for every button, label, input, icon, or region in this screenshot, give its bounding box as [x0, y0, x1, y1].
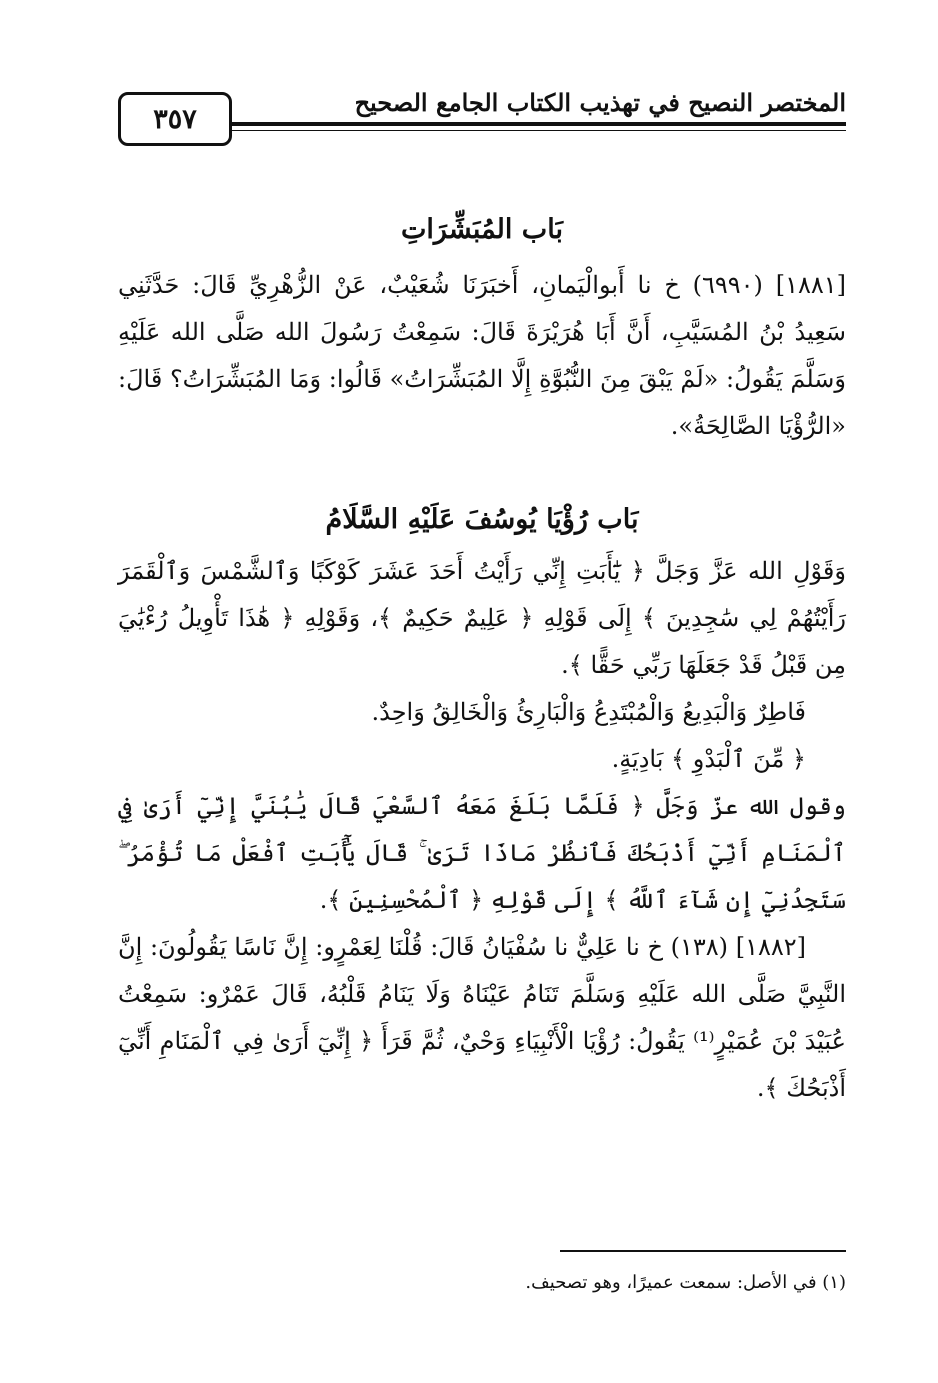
quran-verse-paragraph: وقول الله عزّ وَجَلَّ ﴿ فَلَمَّا بَلَغَ مَعَهُ ٱلسَّعْيَ قَالَ يَٰبُنَيَّ إِنِّيٓ أَرَىٰ فِي ٱلْمَنَامِ أَنِّيٓ أَذْبَحُكَ فَٱنظُرْ مَاذَا تَرَىٰ ۚ قَالَ يَٰٓأَبَتِ ٱفْعَلْ مَا تُؤْمَرُ ۖ سَتَجِدُنِيٓ إِن شَآءَ ٱللَّهُ ﴾ إِلَى قَوْلِهِ ﴿ ٱلْمُحْسِنِينَ ﴾.	[118, 792, 846, 914]
footnote: (١) في الأصل: سمعت عميرًا، وهو تصحيف.	[525, 1272, 846, 1293]
chapter-heading: بَاب رُؤْيَا يُوسُفَ عَلَيْهِ السَّلَامُ	[325, 504, 639, 535]
gloss-fatir: فَاطِرٌ وَالْبَدِيعُ وَالْمُبْتَدِعُ وَالْبَارِئُ وَالْخَالِقُ وَاحِدٌ.	[371, 698, 806, 726]
footnote-rule	[560, 1250, 846, 1252]
running-title: المختصر النصيح في تهذيب الكتاب الجامع الصحيح	[354, 88, 846, 117]
hadith-1882: [١٨٨٢] (١٣٨) خ نا عَلِيٌّ نا سُفْيَانُ قَالَ: قُلْنَا لِعَمْرٍو: إِنَّ نَاسًا يَقُولُونَ: إِنَّ النَّبِيَّ صَلَّى الله عَلَيْهِ وَسَلَّمَ تَنَامُ عَيْنَاهُ وَلَا يَنَامُ قَلْبُهُ، قَالَ عَمْرٌو: سَمِعْتُ عُبَيْدَ بْنَ عُمَيْرٍ⁽¹⁾ يَقُولُ: رُؤْيَا الْأَنْبِيَاءِ وَحْيٌ، ثُمَّ قَرَأَ ﴿ إِنِّيٓ أَرَىٰ فِي ٱلْمَنَامِ أَنِّيٓ أَذْبَحُكَ ﴾.	[118, 933, 846, 1102]
chapter-heading: بَاب المُبَشِّرَاتِ	[401, 214, 563, 245]
hadith-1881: [١٨٨١] (٦٩٩٠) خ نا أَبوالْيَمانِ، أَخبَرَنَا شُعَيْبٌ، عَنْ الزُّهْرِيِّ قَالَ: حَدَّثَنِي سَعِيدُ بْنُ المُسَيَّبِ، أَنَّ أَبَا هُرَيْرَةَ قَالَ: سَمِعْتُ رَسُولَ الله صَلَّى الله عَلَيْهِ وَسَلَّمَ يَقُولُ: «لَمْ يَبْقَ مِنَ النُّبُوَّةِ إِلَّا المُبَشِّرَاتُ» قَالُوا: وَمَا المُبَشِّرَاتُ؟ قَالَ: «الرُّؤْيَا الصَّالِحَةُ».	[118, 271, 846, 440]
section-mubashshirat	[118, 210, 846, 450]
page-number: ٣٥٧	[118, 92, 232, 146]
gloss-badw: ﴿ مِّنَ ٱلْبَدْوِ ﴾ بَادِيَةٍ.	[611, 745, 806, 773]
header-rule-thin	[230, 130, 846, 131]
page-header	[118, 86, 846, 146]
header-rule-thick	[230, 122, 846, 126]
quran-verse-paragraph: وَقَوْلِ الله عَزَّ وَجَلَّ ﴿ يَٰٓأَبَتِ إِنِّي رَأَيْتُ أَحَدَ عَشَرَ كَوْكَبًا وَٱلشَّمْسَ وَٱلْقَمَرَ رَأَيْتُهُمْ لِي سَٰجِدِينَ ﴾ إِلَى قَوْلِهِ ﴿ عَلِيمٌ حَكِيمٌ ﴾، وَقَوْلِهِ ﴿ هَٰذَا تَأْوِيلُ رُءْيَٰيَ مِن قَبْلُ قَدْ جَعَلَهَا رَبِّي حَقًّا ﴾.	[118, 557, 846, 679]
section-yusuf	[118, 500, 846, 1112]
